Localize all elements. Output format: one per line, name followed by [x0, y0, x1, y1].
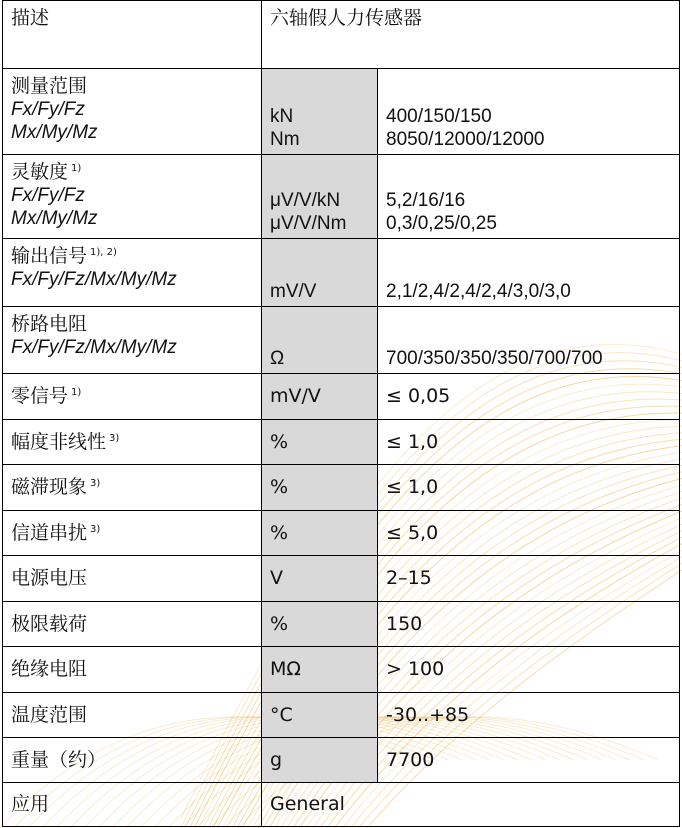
row-label: 测量范围 [11, 75, 88, 97]
value: 2,1/2,4/2,4/2,4/3,0/3,0 [386, 281, 571, 302]
table-row [3, 155, 680, 239]
row-label: 幅度非线性 [11, 430, 107, 453]
footnote-ref: 3) [90, 478, 101, 489]
table-row [3, 420, 680, 465]
footnote-ref: 1) [71, 163, 82, 174]
footer-row [3, 783, 680, 827]
unit: μV/V/Nm [270, 213, 347, 234]
unit-cell [262, 69, 378, 155]
footnote-ref: 1), 2) [90, 247, 117, 258]
value: ≤ 0,05 [378, 374, 680, 420]
value-cell [378, 239, 680, 307]
unit: mV/V [262, 374, 378, 420]
unit: % [262, 511, 378, 556]
table-row [3, 239, 680, 307]
unit-cell [262, 307, 378, 374]
unit: mV/V [270, 281, 317, 302]
footer-label: 应用 [3, 783, 262, 827]
value: 400/150/150 [386, 106, 492, 127]
unit: °C [262, 693, 378, 738]
table-row [3, 602, 680, 647]
row-label-cell [3, 239, 262, 307]
value: 0,3/0,25/0,25 [386, 213, 497, 234]
row-label: 输出信号 [11, 245, 88, 267]
table-row [3, 647, 680, 693]
row-sub: Fx/Fy/Fz/Mx/My/Mz [11, 337, 177, 358]
value: > 100 [378, 647, 680, 693]
row-label: 磁滞现象 [11, 476, 88, 498]
row-label-cell [3, 307, 262, 374]
value: 5,2/16/16 [386, 190, 466, 211]
row-label: 电源电压 [3, 556, 262, 602]
value: 2–15 [378, 556, 680, 602]
unit: % [262, 602, 378, 647]
row-sub: Fx/Fy/Fz/Mx/My/Mz [11, 269, 177, 290]
value-cell [378, 69, 680, 155]
row-sub: Mx/My/Mz [11, 208, 98, 229]
row-label-cell [3, 420, 262, 465]
unit: g [262, 738, 378, 783]
row-label-cell [3, 374, 262, 420]
header-value: 六轴假人力传感器 [262, 1, 680, 69]
footer-value: General [262, 783, 680, 827]
unit-cell [262, 239, 378, 307]
unit-cell [262, 155, 378, 239]
row-sub: Fx/Fy/Fz [11, 99, 85, 120]
table-row [3, 465, 680, 511]
unit: Ω [270, 348, 285, 369]
row-label-cell [3, 511, 262, 556]
value-cell [378, 307, 680, 374]
value: -30..+85 [378, 693, 680, 738]
unit: % [262, 420, 378, 465]
value: 700/350/350/350/700/700 [386, 348, 603, 369]
value: 150 [378, 602, 680, 647]
value: ≤ 1,0 [378, 465, 680, 511]
row-sub: Fx/Fy/Fz [11, 185, 85, 206]
table-row [3, 556, 680, 602]
row-label: 温度范围 [3, 693, 262, 738]
value-cell [378, 155, 680, 239]
row-label: 绝缘电阻 [3, 647, 262, 693]
table-row [3, 307, 680, 374]
spec-table [2, 0, 680, 827]
footnote-ref: 3) [109, 432, 120, 444]
row-sub: Mx/My/Mz [11, 122, 98, 143]
row-label: 零信号 [11, 385, 69, 407]
table-row [3, 374, 680, 420]
unit: V [262, 556, 378, 602]
row-label: 极限载荷 [3, 602, 262, 647]
row-label-cell [3, 69, 262, 155]
table-row [3, 693, 680, 738]
footnote-ref: 3) [90, 523, 101, 535]
value: ≤ 1,0 [378, 420, 680, 465]
unit: MΩ [262, 647, 378, 693]
row-label: 灵敏度 [11, 161, 69, 183]
table-row [3, 738, 680, 783]
table-row [3, 511, 680, 556]
unit: μV/V/kN [270, 190, 341, 211]
table-row [3, 69, 680, 155]
header-label: 描述 [3, 1, 262, 69]
header-row [3, 1, 680, 69]
row-label: 信道串扰 [11, 521, 88, 544]
unit: % [262, 465, 378, 511]
footnote-ref: 1) [71, 387, 82, 398]
unit: kN [270, 106, 294, 127]
row-label: 重量（约） [3, 738, 262, 783]
value: 8050/12000/12000 [386, 129, 545, 150]
value: ≤ 5,0 [378, 511, 680, 556]
row-label-cell [3, 155, 262, 239]
row-label: 桥路电阻 [11, 313, 88, 335]
unit: Nm [270, 129, 300, 150]
row-label-cell [3, 465, 262, 511]
value: 7700 [378, 738, 680, 783]
